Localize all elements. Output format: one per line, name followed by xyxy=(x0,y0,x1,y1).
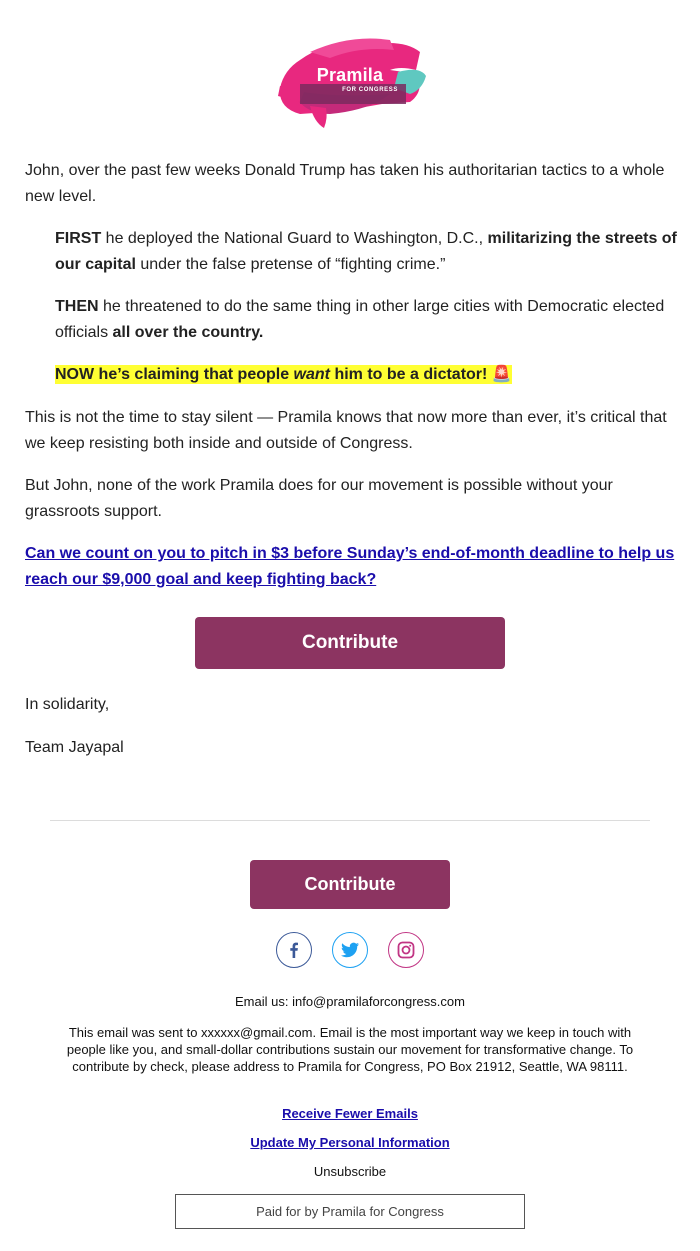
intro-paragraph: John, over the past few weeks Donald Trump has taken his authoritarian tactics to a whole new level. xyxy=(25,162,665,205)
unsubscribe-link[interactable]: Unsubscribe xyxy=(313,1164,387,1179)
disclaimer-text: This email was sent to xxxxxx@gmail.com. Email is the most important way we keep in touch with people like you, and small-dollar contributions sustain our movement for transformative change. To contribute by check, please address to Pramila for Congress, PO Box 21912, Seattle, WA 98111. xyxy=(66,1025,634,1074)
first-text-2: under the false pretense of “fighting crime.” xyxy=(135,256,446,273)
contribute-button[interactable]: Contribute xyxy=(195,617,505,669)
first-paragraph xyxy=(55,226,680,278)
silent-paragraph: This is not the time to stay silent — Pramila knows that now more than ever, it’s critical that we keep resisting both inside and outside of Congress. xyxy=(25,409,667,452)
cta-donate-link[interactable]: Can we count on you to pitch in $3 before Sunday’s end-of-month deadline to help us reach our $9,000 goal and keep fighting back? xyxy=(25,545,675,588)
campaign-logo xyxy=(270,30,430,135)
now-highlight xyxy=(55,365,512,384)
email-us-text: Email us: info@pramilaforcongress.com xyxy=(235,994,465,1009)
now-text-1: NOW he’s claiming that people xyxy=(55,366,294,383)
now-italic: want xyxy=(293,366,330,383)
first-lead: FIRST xyxy=(55,230,102,247)
first-text-1: he deployed the National Guard to Washington, D.C., xyxy=(101,230,488,247)
signature-text: Team Jayapal xyxy=(25,739,124,756)
now-paragraph xyxy=(55,362,680,388)
now-text-2: him to be a dictator! xyxy=(330,366,492,383)
instagram-glyph xyxy=(397,941,415,959)
then-lead: THEN xyxy=(55,298,99,315)
paid-for-disclaimer: Paid for by Pramila for Congress xyxy=(175,1194,525,1229)
then-text-1: he threatened to do the same thing in other large cities with Democratic elected officials xyxy=(55,298,665,341)
receive-fewer-emails-link[interactable]: Receive Fewer Emails xyxy=(282,1106,418,1121)
siren-icon: 🚨 xyxy=(491,366,512,383)
facebook-glyph xyxy=(285,941,303,959)
twitter-icon[interactable] xyxy=(332,932,368,968)
footer-contribute-button[interactable]: Contribute xyxy=(250,860,450,909)
then-paragraph xyxy=(55,294,680,346)
logo-subtitle: FOR CONGRESS xyxy=(342,87,398,93)
receive-fewer-row xyxy=(50,1105,650,1122)
update-info-row xyxy=(50,1134,650,1151)
support-paragraph: But John, none of the work Pramila does for our movement is possible without your grassroots support. xyxy=(25,477,613,520)
facebook-icon[interactable] xyxy=(276,932,312,968)
logo-name: Pramila xyxy=(316,65,384,85)
instagram-icon[interactable] xyxy=(388,932,424,968)
divider xyxy=(50,820,650,821)
then-bold: all over the country. xyxy=(112,324,264,341)
cta-paragraph xyxy=(25,541,680,593)
closing-text: In solidarity, xyxy=(25,696,110,713)
first-bold: militarizing the streets of our capital xyxy=(55,230,677,273)
twitter-glyph xyxy=(340,941,360,959)
update-personal-info-link[interactable]: Update My Personal Information xyxy=(250,1135,450,1150)
